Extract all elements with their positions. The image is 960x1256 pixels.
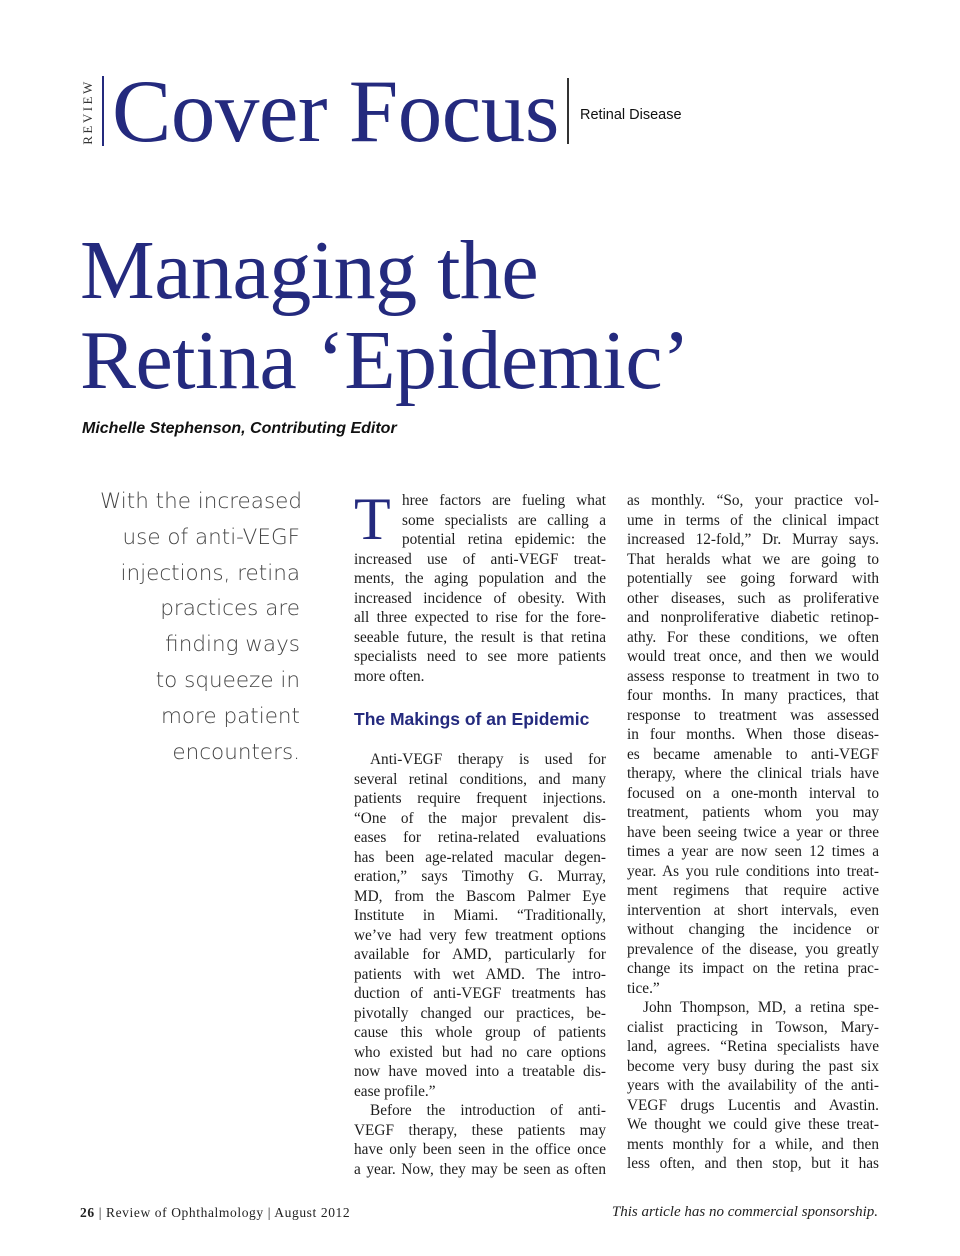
- text-line: response to treatment was assessed: [627, 706, 879, 724]
- section-title: Cover Focus: [112, 63, 559, 161]
- text-line: pivotally changed our practices, be-: [354, 1004, 606, 1022]
- text-line: ments, the aging population and the: [354, 570, 606, 587]
- text-line: ment regimens that require active: [627, 882, 879, 899]
- text-line: in four months. When those diseas-: [627, 726, 879, 743]
- text-line: increased use of anti-VEGF treat-: [354, 550, 606, 568]
- text-line: That heralds what we are going to: [627, 550, 879, 568]
- text-line: increased incidence of obesity. With: [354, 589, 606, 607]
- text-line: four months. In many practices, that: [627, 687, 879, 704]
- article-headline: [80, 226, 880, 406]
- intro-paragraph: [354, 486, 606, 686]
- subhead: The Makings of an Epidemic: [354, 709, 590, 729]
- text-line: some specialists are calling a: [402, 511, 606, 529]
- text-line: we’ve had very few treatment options: [354, 926, 606, 944]
- folio-separator: |: [98, 1205, 106, 1220]
- text-line: duction of anti-VEGF treatments has: [354, 985, 606, 1002]
- text-line: change its impact on the retina prac-: [627, 960, 879, 977]
- text-line: have been seeing twice a year or three: [627, 823, 879, 841]
- text-line: increased 12-fold,” Dr. Murray says.: [627, 531, 879, 548]
- text-line: prevalence of the disease, you greatly: [627, 940, 879, 958]
- pull-quote-line: finding ways: [165, 632, 300, 658]
- text-line: who existed but had no care options: [354, 1043, 606, 1061]
- text-line: es became amenable to anti-VEGF: [627, 745, 879, 763]
- text-line: We thought we could give these treat-: [627, 1116, 879, 1133]
- pull-quote-line: practices are: [160, 596, 300, 622]
- text-line: as monthly. “So, your practice vol-: [627, 492, 879, 509]
- text-line: cialist practicing in Towson, Mary-: [627, 1018, 879, 1036]
- text-line: has been age-related macular degen-: [354, 848, 606, 866]
- text-line: patients with wet AMD. The intro-: [354, 965, 606, 983]
- publication-name: Review of Ophthalmology: [105, 1205, 264, 1220]
- body-paragraph: [354, 1101, 606, 1179]
- text-line: a year. Now, they may be seen as often: [354, 1160, 606, 1178]
- text-line: have only been seen in the office once: [354, 1141, 606, 1158]
- text-line: VEGF therapy, these patients may: [354, 1121, 606, 1139]
- text-line: treatment, patients whom you may: [627, 804, 879, 821]
- body-column-1: [354, 486, 606, 1179]
- byline: Michelle Stephenson, Contributing Editor: [82, 420, 397, 437]
- body-paragraph: [627, 998, 879, 1174]
- headline-line: Retina ‘Epidemic’: [80, 314, 690, 407]
- sponsorship-note: This article has no commercial sponsorship.: [611, 1204, 878, 1220]
- text-line: John Thompson, MD, a retina spe-: [643, 999, 879, 1016]
- text-line: and nonproliferative diabetic retinop-: [627, 609, 879, 626]
- text-line: less often, and then stop, but it has: [627, 1155, 879, 1172]
- text-line: ments monthly for a while, and then: [627, 1135, 879, 1153]
- text-line: available for AMD, particularly for: [354, 946, 606, 963]
- text-line: without changing the incidence or: [627, 921, 879, 938]
- text-line: VEGF drugs Lucentis and Avastin.: [627, 1096, 879, 1114]
- text-line: hree factors are fueling what: [402, 492, 606, 509]
- text-line: MD, from the Bascom Palmer Eye: [354, 887, 606, 905]
- pull-quote-line: to squeeze in: [155, 667, 300, 693]
- text-line: ease profile.”: [354, 1082, 436, 1100]
- drop-cap: T: [354, 486, 391, 552]
- page-folio: [80, 1205, 350, 1221]
- headline-line: Managing the: [80, 224, 539, 317]
- text-line: potentially see going forward with: [627, 570, 879, 587]
- text-line: potential retina epidemic: the: [402, 531, 606, 548]
- header-divider-left: [102, 76, 104, 146]
- body-column-2: [627, 491, 879, 1174]
- text-line: ume in terms of the clinical impact: [627, 511, 879, 529]
- text-line: times a year are now seen 12 times a: [627, 843, 879, 860]
- text-line: Before the introduction of anti-: [370, 1102, 606, 1119]
- body-paragraph: [627, 491, 879, 998]
- issue-date: August 2012: [274, 1205, 351, 1220]
- section-subtitle: Retinal Disease: [580, 107, 682, 123]
- text-line: other diseases, such as proliferative: [627, 589, 879, 607]
- text-line: cause this whole group of patients: [354, 1024, 606, 1041]
- text-line: year. As you rule conditions into treat-: [627, 862, 879, 880]
- text-line: Anti-VEGF therapy is used for: [370, 751, 606, 768]
- text-line: land, agrees. “Retina specialists have: [627, 1038, 879, 1055]
- text-line: seeable future, the result is that retina: [354, 628, 606, 646]
- text-line: athy. For these conditions, we often: [627, 628, 879, 646]
- text-line: therapy, where the clinical trials have: [627, 765, 879, 782]
- header-divider-right: [567, 78, 569, 144]
- pull-quote-line: With the increased: [100, 489, 303, 514]
- folio-separator: |: [267, 1205, 275, 1220]
- pull-quote: [100, 484, 303, 770]
- text-line: would treat once, and then we would: [627, 648, 879, 665]
- pull-quote-line: injections, retina: [120, 560, 300, 586]
- text-line: patients require frequent injections.: [354, 790, 606, 807]
- text-line: “One of the major prevalent dis-: [354, 809, 606, 827]
- page-number: 26: [80, 1205, 95, 1220]
- text-line: intervention at short intervals, even: [627, 901, 879, 919]
- text-line: several retinal conditions, and many: [354, 770, 606, 788]
- text-line: assess response to treatment in two to: [627, 667, 879, 685]
- text-line: eration,” says Timothy G. Murray,: [354, 868, 606, 885]
- pull-quote-line: use of anti-VEGF: [122, 524, 300, 550]
- pull-quote-line: more patient: [160, 703, 300, 729]
- text-line: become very busy during the past six: [627, 1057, 879, 1075]
- text-line: Institute in Miami. “Traditionally,: [354, 907, 606, 924]
- text-line: all three expected to rise for the fore-: [354, 609, 606, 626]
- text-line: tice.”: [627, 979, 660, 997]
- body-paragraph: [354, 750, 606, 1101]
- text-line: now have moved into a treatable dis-: [354, 1063, 606, 1080]
- pull-quote-line: encounters.: [172, 739, 300, 765]
- section-kicker: REVIEW: [80, 79, 95, 145]
- text-line: years with the availability of the anti-: [627, 1077, 879, 1094]
- text-line: specialists need to see more patients: [354, 648, 606, 665]
- text-line: focused on a one-month interval to: [627, 784, 879, 802]
- text-line: eases for retina-related evaluations: [354, 829, 606, 846]
- text-line: more often.: [354, 667, 425, 685]
